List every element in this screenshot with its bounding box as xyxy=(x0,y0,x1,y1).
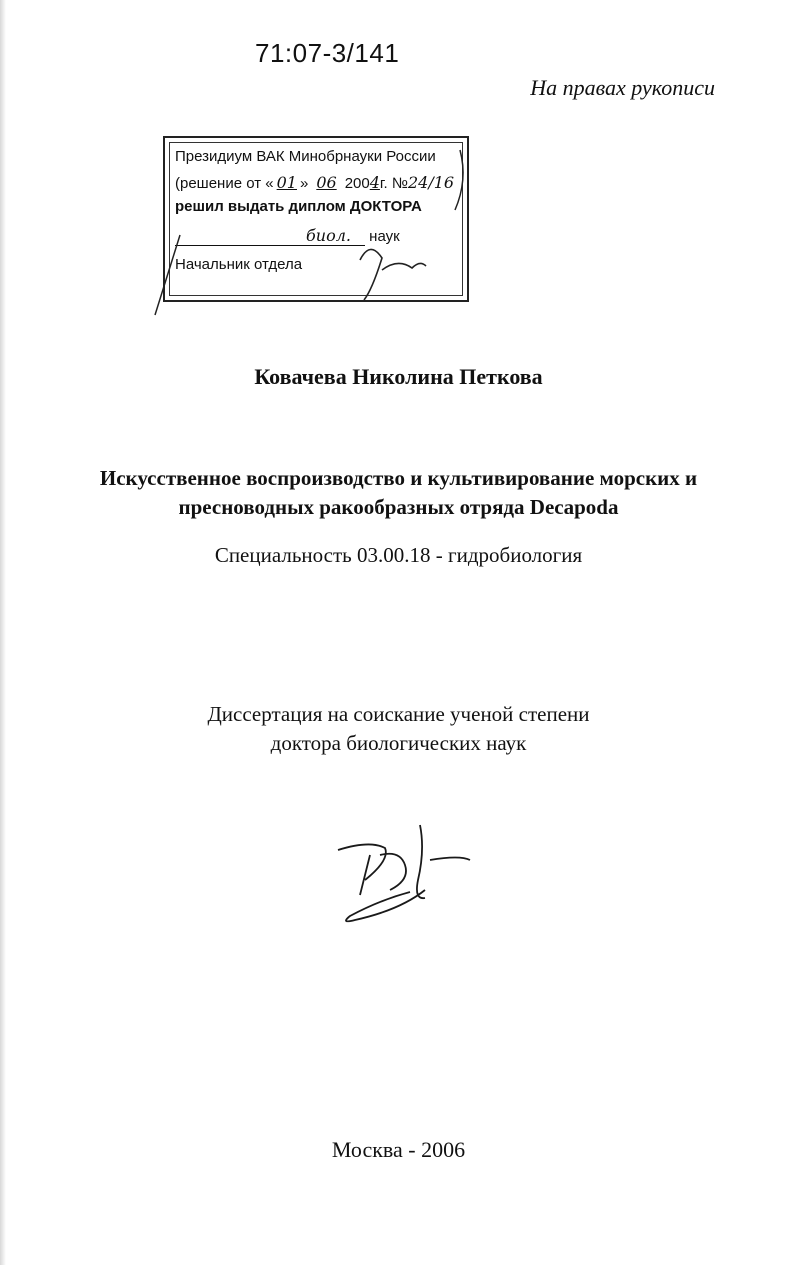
title-line-2: пресноводных ракообразных отряда Decapoda xyxy=(178,495,619,519)
degree-line-2: доктора биологических наук xyxy=(270,731,527,755)
stamp-presidium-line: Президиум ВАК Минобрнауки России xyxy=(175,148,436,165)
stamp-science-handwritten: биол. xyxy=(306,226,351,245)
stamp-year-prefix: 200 xyxy=(344,175,370,192)
stamp-month-handwritten: 06 xyxy=(316,173,337,192)
dissertation-title xyxy=(0,464,797,522)
stamp-diploma-line: решил выдать диплом ДОКТОРА xyxy=(175,198,422,215)
specialty-line: Специальность 03.00.18 - гидробиология xyxy=(214,543,583,567)
stamp-number-handwritten: 24/16 xyxy=(407,173,455,192)
stamp-pen-stroke-left xyxy=(155,235,180,315)
title-line-1: Искусственное воспроизводство и культивирование морских и xyxy=(99,466,698,490)
stamp-decision-mid: » xyxy=(299,175,309,192)
catalog-number: 71:07-3/141 xyxy=(255,38,400,68)
stamp-head-of-dept-line: Начальник отдела xyxy=(175,256,303,273)
stamp-decision-prefix: (решение от « xyxy=(175,175,274,192)
degree-statement xyxy=(0,700,797,758)
degree-line-1: Диссертация на соискание ученой степени xyxy=(207,702,590,726)
rights-note: На правах рукописи xyxy=(530,75,715,100)
head-of-dept-signature xyxy=(360,249,426,300)
stamp-pen-stroke-right xyxy=(455,150,463,210)
city-and-year: Москва - 2006 xyxy=(331,1137,466,1162)
stamp-science-suffix: наук xyxy=(369,228,400,245)
stamp-handwriting-strokes xyxy=(150,140,490,320)
author-name: Ковачева Николина Петкова xyxy=(254,364,543,389)
scan-left-edge xyxy=(0,0,6,1265)
stamp-year-digit-handwritten: 4 xyxy=(369,173,380,192)
stamp-decision-suffix: г. № xyxy=(379,175,408,192)
stamp-day-handwritten: 01 xyxy=(276,173,297,192)
signature-strokes xyxy=(338,825,470,921)
author-signature xyxy=(330,820,480,930)
